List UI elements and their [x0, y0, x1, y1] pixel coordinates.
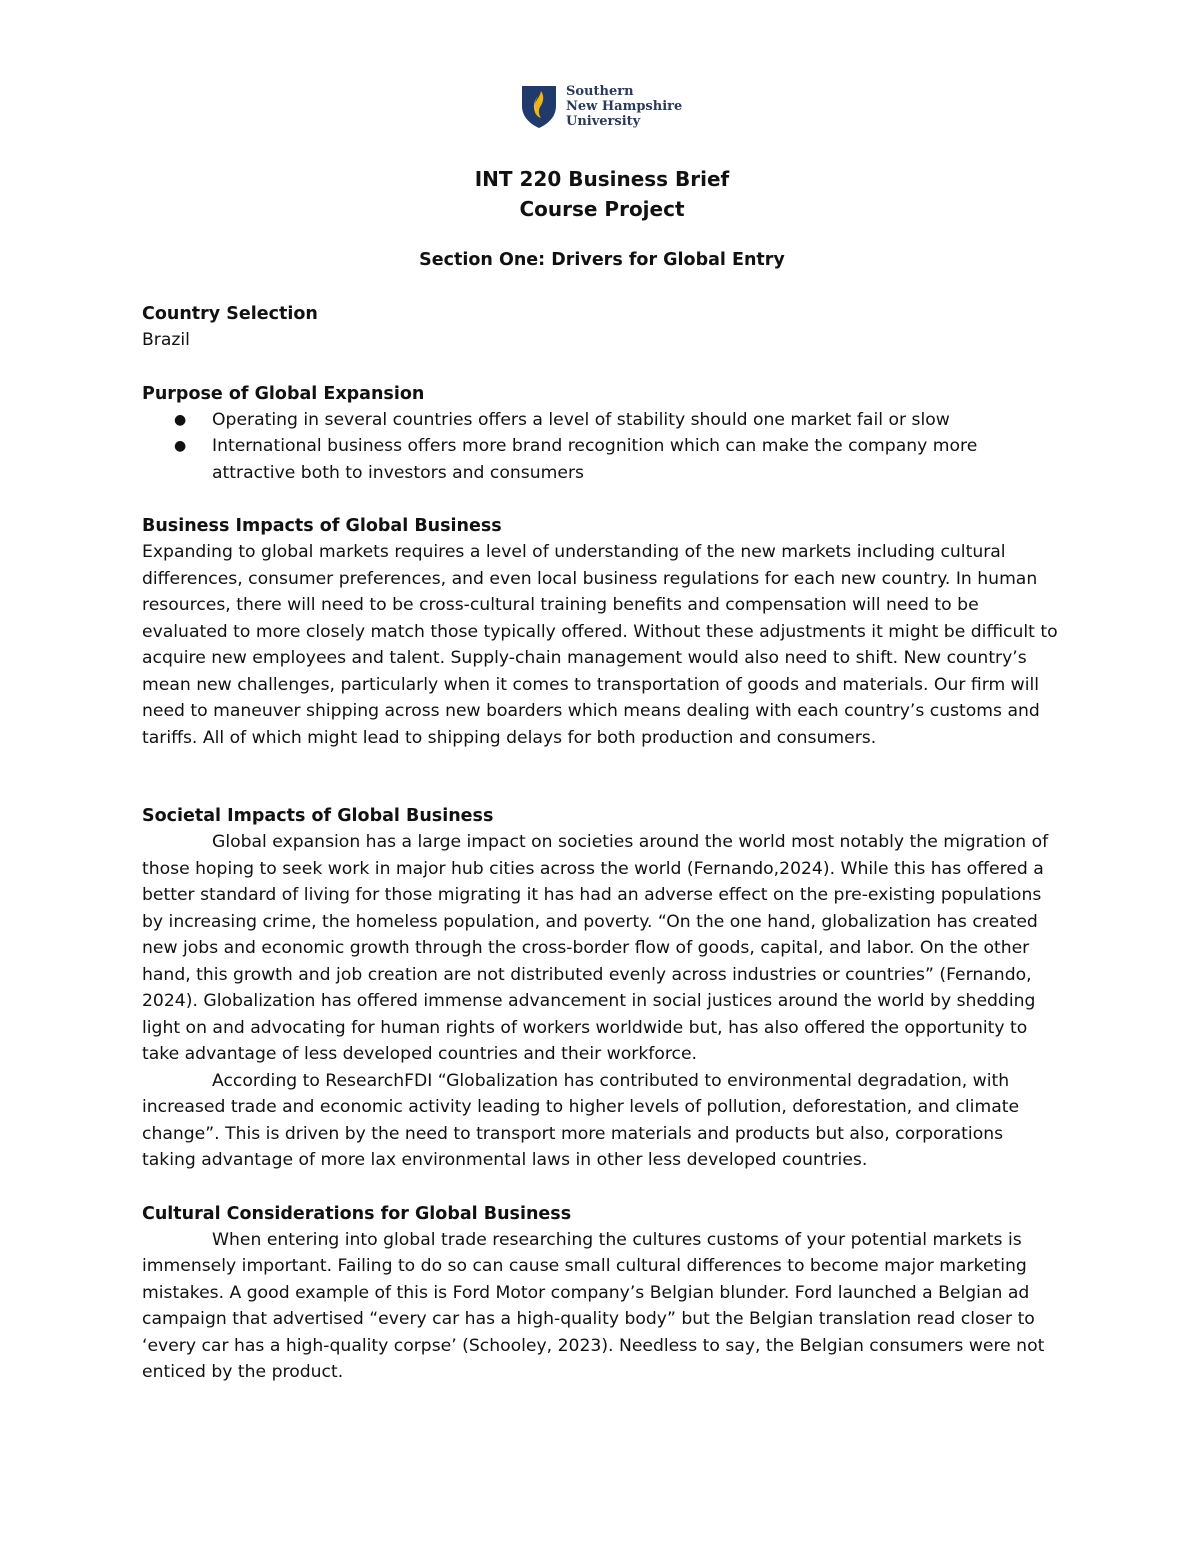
purpose-list — [142, 407, 1062, 487]
purpose-section — [142, 381, 1062, 487]
list-item — [142, 407, 1062, 434]
logo-wordmark — [566, 84, 682, 129]
logo-line-2: New Hampshire — [566, 99, 683, 114]
logo-line-3: University — [566, 114, 641, 129]
societal-impacts-heading: Societal Impacts of Global Business — [142, 806, 494, 826]
bullet-icon: ● — [174, 438, 187, 454]
country-section — [142, 301, 1062, 354]
societal-impacts-paragraph-2: According to ResearchFDI “Globalization has contributed to environmental degradation, with increased trade and economic activity leading to higher levels of pollution, deforestation, and climate change”. This is driven by the need to transport more materials and products but also, corporations taking advantage of more lax environmental laws in other less developed countries. — [142, 1070, 1020, 1170]
country-value: Brazil — [142, 330, 190, 350]
societal-impacts-section — [142, 803, 1062, 1174]
section-title: Section One: Drivers for Global Entry — [419, 250, 785, 270]
cultural-heading: Cultural Considerations for Global Business — [142, 1203, 572, 1224]
shield-flame-icon — [520, 84, 558, 130]
list-item-text: Operating in several countries offers a level of stability should one market fail or slow — [212, 409, 950, 430]
bullet-icon: ● — [174, 411, 187, 428]
logo-line-1: Southern — [566, 84, 634, 99]
purpose-heading: Purpose of Global Expansion — [142, 383, 425, 404]
document-title — [142, 164, 1062, 224]
title-line-2: Course Project — [519, 197, 685, 221]
title-line-1: INT 220 Business Brief — [474, 167, 730, 191]
cultural-paragraph: When entering into global trade researching the cultures customs of your potential markets is immensely important. Failing to do so can cause small cultural differences to become major marketing mistakes. A good example of this is Ford Motor company’s Belgian blunder. Ford launched a Belgian ad campaign that advertised “every car has a high-quality body” but the Belgian translation read closer to ‘every car has a high-quality corpse’ (Schooley, 2023). Needless to say, the Belgian consumers were not enticed by the product. — [142, 1229, 1045, 1382]
business-impacts-heading: Business Impacts of Global Business — [142, 516, 502, 536]
business-impacts-paragraph: Expanding to global markets requires a level of understanding of the new markets including cultural differences, consumer preferences, and even local business regulations for each new country. In human resources, there will need to be cross-cultural training benefits and compensation will need to be evaluated to more closely match those typically offered. Without these adjustments it might be difficult to acquire new employees and talent. Supply-chain management would also need to shift. New country’s mean new challenges, particularly when it comes to transportation of goods and materials. Our firm will need to maneuver shipping across new boarders which means dealing with each country’s customs and tariffs. All of which might lead to shipping delays for both production and consumers. — [142, 542, 1058, 748]
country-heading: Country Selection — [142, 304, 318, 324]
list-item — [142, 433, 1062, 486]
list-item-text: International business offers more brand recognition which can make the company more attractive both to investors and consumers — [212, 436, 978, 483]
document-body — [142, 164, 1062, 1386]
cultural-section — [142, 1201, 1062, 1386]
snhu-logo — [520, 84, 690, 134]
societal-impacts-paragraph-1: Global expansion has a large impact on societies around the world most notably the migration of those hoping to seek work in major hub cities across the world (Fernando,2024). While this has offered a better standard of living for those migrating it has had an adverse effect on the pre-existing populations by increasing crime, the homeless population, and poverty. “On the one hand, globalization has created new jobs and economic growth through the cross-border flow of goods, capital, and labor. On the other hand, this growth and job creation are not distributed evenly across industries or countries” (Fernando, 2024). Globalization has offered immense advancement in social justices around the world by shedding light on and advocating for human rights of workers worldwide but, has also offered the opportunity to take advantage of less developed countries and their workforce. — [142, 832, 1049, 1064]
business-impacts-section — [142, 513, 1062, 751]
